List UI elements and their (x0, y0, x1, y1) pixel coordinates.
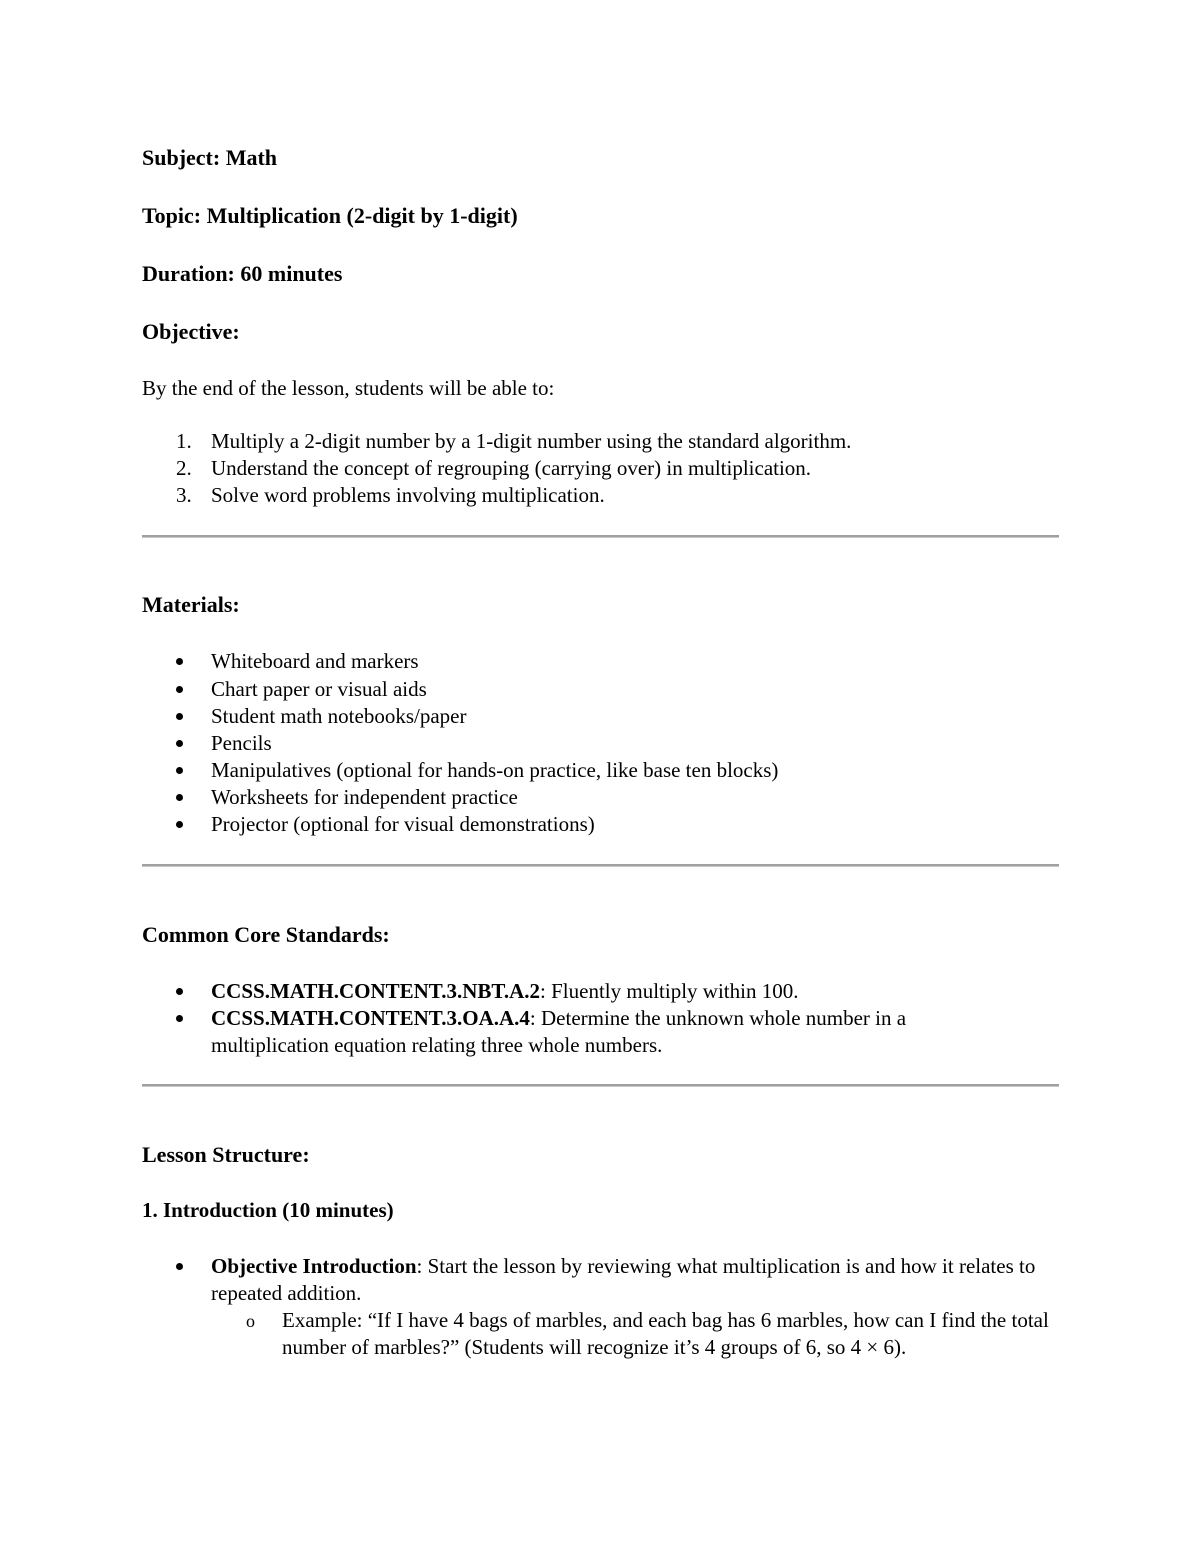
item-text: : Start the lesson by reviewing what multiplication is and how it relates to repeated addition. (211, 1254, 1036, 1305)
bullet-icon (176, 658, 183, 665)
subject-heading: Subject: Math (142, 145, 278, 170)
standard-text: : Fluently multiply within 100. (540, 979, 799, 1003)
topic-heading: Topic: Multiplication (2-digit by 1-digit) (142, 203, 518, 228)
duration-heading: Duration: 60 minutes (142, 261, 343, 286)
standard-code: CCSS.MATH.CONTENT.3.OA.A.4 (211, 1006, 530, 1030)
list-item (211, 1253, 1056, 1307)
list-item: Solve word problems involving multiplication. (211, 483, 605, 507)
list-item: Understand the concept of regrouping (carrying over) in multiplication. (211, 456, 812, 480)
list-item: Student math notebooks/paper (211, 704, 467, 728)
list-item: Chart paper or visual aids (211, 677, 427, 701)
list-item: Pencils (211, 731, 272, 755)
list-item: Manipulatives (optional for hands-on practice, like base ten blocks) (211, 758, 779, 782)
item-label: Objective Introduction (211, 1254, 417, 1278)
list-number: 2. (176, 456, 192, 480)
list-item: Whiteboard and markers (211, 649, 419, 673)
bullet-icon (176, 713, 183, 720)
bullet-icon (176, 740, 183, 747)
lesson-heading: Lesson Structure: (142, 1142, 310, 1167)
bullet-icon (176, 1263, 183, 1270)
divider (142, 864, 1059, 867)
circle-bullet-icon: o (246, 1311, 255, 1331)
list-number: 3. (176, 483, 192, 507)
bullet-icon (176, 988, 183, 995)
list-number: 1. (176, 429, 192, 453)
bullet-icon (176, 686, 183, 693)
list-item (211, 978, 1061, 1005)
divider (142, 1084, 1059, 1087)
bullet-icon (176, 794, 183, 801)
list-item: Multiply a 2-digit number by a 1-digit number using the standard algorithm. (211, 429, 852, 453)
bullet-icon (176, 1015, 183, 1022)
standard-text: : Determine the unknown whole number in a multiplication equation relating three whole numbers. (211, 1006, 907, 1057)
list-item: Projector (optional for visual demonstrations) (211, 812, 595, 836)
list-item: Worksheets for independent practice (211, 785, 518, 809)
bullet-icon (176, 821, 183, 828)
standards-heading: Common Core Standards: (142, 922, 390, 947)
objective-intro: By the end of the lesson, students will be able to: (142, 376, 555, 400)
sub-list-item: Example: “If I have 4 bags of marbles, and each bag has 6 marbles, how can I find the total number of marbles?” (Students will recognize it’s 4 groups of 6, so 4 × 6). (282, 1308, 1049, 1359)
objective-heading: Objective: (142, 319, 240, 344)
bullet-icon (176, 767, 183, 774)
section-title: 1. Introduction (10 minutes) (142, 1198, 394, 1222)
list-item (211, 1005, 1011, 1059)
standard-code: CCSS.MATH.CONTENT.3.NBT.A.2 (211, 979, 541, 1003)
divider (142, 535, 1059, 538)
materials-heading: Materials: (142, 592, 240, 617)
